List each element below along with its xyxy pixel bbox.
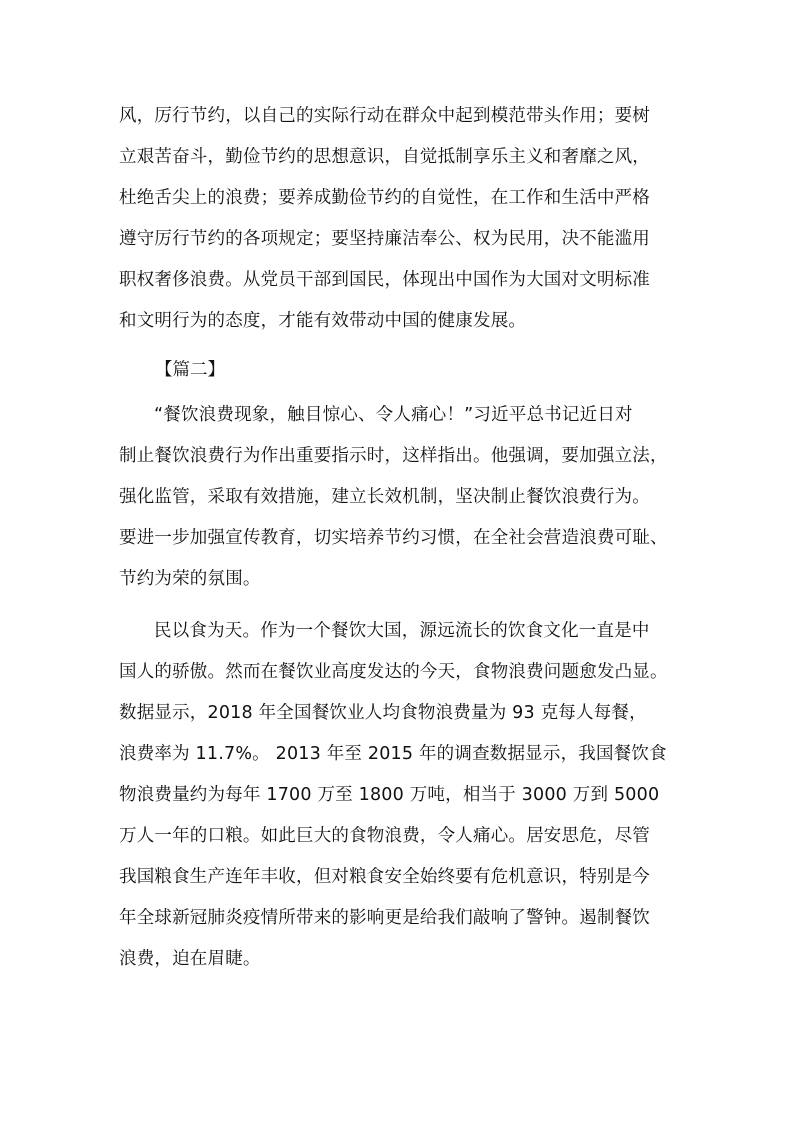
paragraph-quote <box>119 395 679 600</box>
section-heading: 【篇二】 <box>155 360 225 380</box>
text-line: 强化监管，采取有效措施，建立长效机制，坚决制止餐饮浪费行为。 <box>119 487 650 507</box>
text-line: 制止餐饮浪费行为作出重要指示时，这样指出。他强调，要加强立法， <box>119 446 668 466</box>
text-line: 浪费，迫在眉睫。 <box>119 949 261 969</box>
text-line: “餐饮浪费现象，触目惊心、令人痛心！”习近平总书记近日对 <box>154 405 633 425</box>
text-line: 年全球新冠肺炎疫情所带来的影响更是给我们敲响了警钟。遏制餐饮 <box>119 908 650 928</box>
text-line: 和文明行为的态度，才能有效带动中国的健康发展。 <box>119 311 527 331</box>
paragraph-data <box>119 611 679 980</box>
text-line: 节约为荣的氛围。 <box>119 569 261 589</box>
text-line: 数据显示，2018 年全国餐饮业人均食物浪费量为 93 克每人每餐， <box>119 703 647 723</box>
text-line: 职权奢侈浪费。从党员干部到国民，体现出中国作为大国对文明标准 <box>119 270 650 290</box>
text-line: 要进一步加强宣传教育，切实培养节约习惯，在全社会营造浪费可耻、 <box>119 528 668 548</box>
paragraph-continuation <box>119 96 679 342</box>
text-line: 杜绝舌尖上的浪费；要养成勤俭节约的自觉性，在工作和生活中严格 <box>119 188 650 208</box>
text-line: 国人的骄傲。然而在餐饮业高度发达的今天，食物浪费问题愈发凸显。 <box>119 662 668 682</box>
text-line: 万人一年的口粮。如此巨大的食物浪费，令人痛心。居安思危，尽管 <box>119 826 650 846</box>
text-line: 立艰苦奋斗，勤俭节约的思想意识，自觉抵制享乐主义和奢靡之风， <box>119 147 650 167</box>
text-line: 遵守厉行节约的各项规定；要坚持廉洁奉公、权为民用，决不能滥用 <box>119 229 650 249</box>
text-line: 浪费率为 11.7%。 2013 年至 2015 年的调查数据显示，我国餐饮食 <box>119 744 667 764</box>
text-line: 民以食为天。作为一个餐饮大国，源远流长的饮食文化一直是中 <box>154 621 650 641</box>
text-line: 风，厉行节约，以自己的实际行动在群众中起到模范带头作用；要树 <box>119 106 650 126</box>
text-line: 我国粮食生产连年丰收，但对粮食安全始终要有危机意识，特别是今 <box>119 867 650 887</box>
text-line: 物浪费量约为每年 1700 万至 1800 万吨，相当于 3000 万到 5000 <box>119 785 660 805</box>
